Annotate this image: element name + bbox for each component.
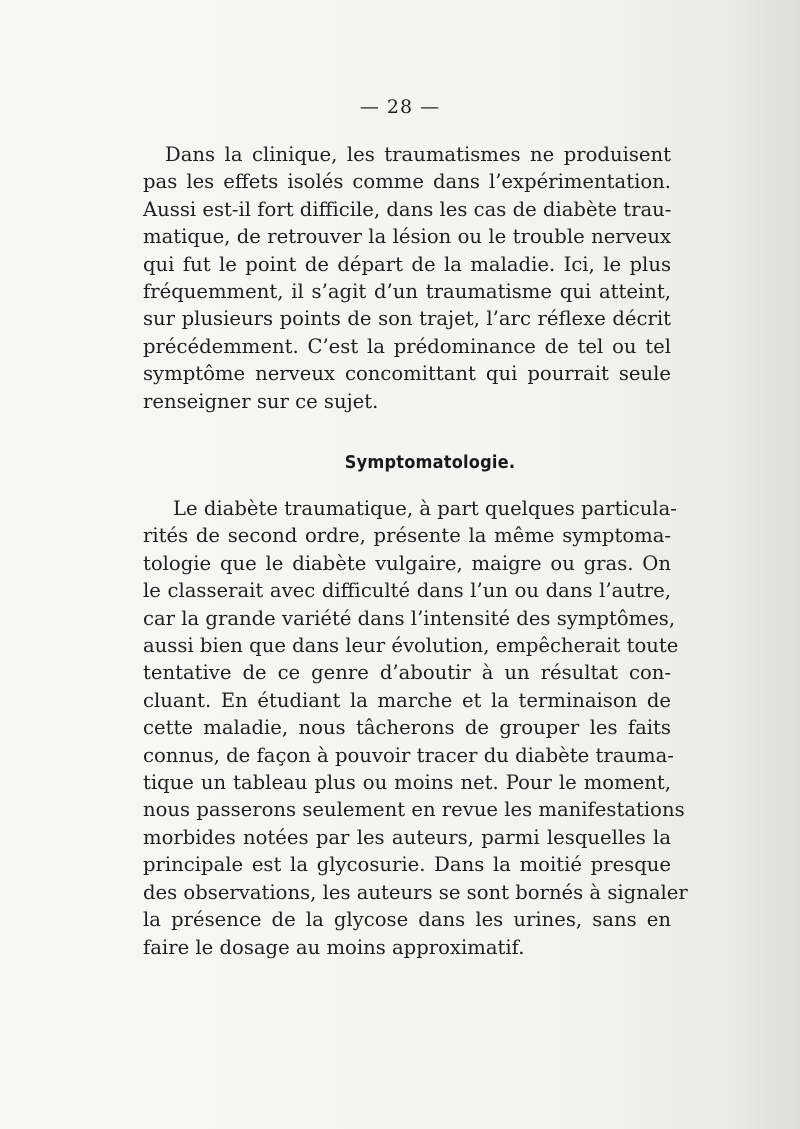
text-line: cluant. En étudiant la marche et la terminaison de [143,688,671,712]
page-number: — 28 — [359,96,441,118]
text-line: connus, de façon à pouvoir tracer du diabète trauma- [143,743,674,767]
text-line: rités de second ordre, présente la même symptoma- [143,524,671,548]
text-line: Aussi est-il fort difficile, dans les cas de diabète trau- [143,197,672,221]
text-line: aussi bien que dans leur évolution, empêcherait toute [143,634,679,658]
text-line: symptôme nerveux concomittant qui pourrait seule [143,362,671,386]
text-line: pas les effets isolés comme dans l’expérimentation. [143,170,671,194]
text-line: tique un tableau plus ou moins net. Pour le moment, [143,771,671,795]
text-line: le classerait avec difficulté dans l’un ou dans l’autre, [143,579,671,603]
text-line: nous passerons seulement en revue les manifestations [143,798,685,822]
text-line: sur plusieurs points de son trajet, l’arc réflexe décrit [143,307,671,331]
text-line: fréquemment, il s’agit d’un traumatisme qui atteint, [143,280,671,304]
text-line: principale est la glycosurie. Dans la moitié presque [143,853,671,877]
text-line: qui fut le point de départ de la maladie. Ici, le plus [143,252,671,276]
text-line: la présence de la glycose dans les urines, sans en [143,908,671,932]
text-line: morbides notées par les auteurs, parmi lesquelles la [143,825,671,849]
text-line: Dans la clinique, les traumatismes ne produisent [165,143,671,166]
text-line: cette maladie, nous tâcherons de grouper les faits [143,716,671,740]
text-line: renseigner sur ce sujet. [143,389,379,413]
text-line: Le diabète traumatique, à part quelques particula- [173,497,677,520]
text-line: précédemment. C’est la prédominance de tel ou tel [143,334,671,358]
text-line: des observations, les auteurs se sont bornés à signaler [143,880,688,904]
text-line: matique, de retrouver la lésion ou le trouble nerveux [143,225,671,249]
text-line: tologie que le diabète vulgaire, maigre ou gras. On [143,551,671,575]
section-heading: Symptomatologie. [344,452,516,473]
paragraph-symptomatologie [143,495,688,961]
text-line: car la grande variété dans l’intensité des symptômes, [143,606,676,630]
text-line: tentative de ce genre d’aboutir à un résultat con- [143,661,671,685]
text-line: faire le dosage au moins approximatif. [143,935,525,959]
paragraph-clinique [143,141,671,415]
